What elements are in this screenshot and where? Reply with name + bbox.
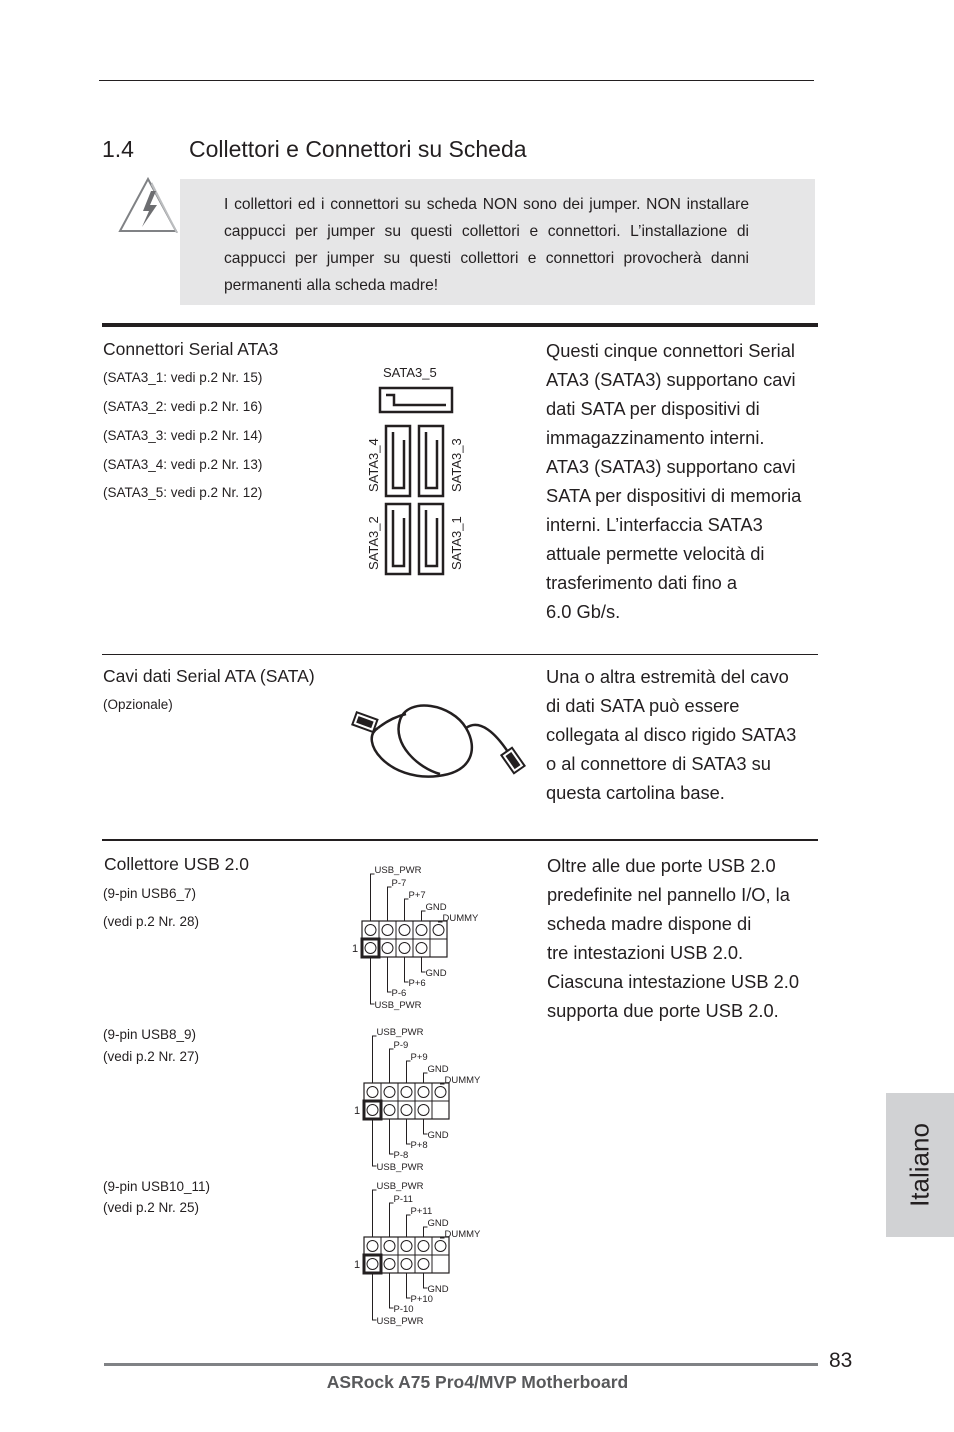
pin-label-top: P-7 xyxy=(391,878,407,889)
page-number: 83 xyxy=(829,1349,853,1372)
pin-label-bottom: GND xyxy=(427,1284,449,1295)
sata-cable-description: Una o altra estremità del cavo di dati SATA può essere collegata al disco rigido SATA3 o al connettore di SATA3 su questa cartolina base. xyxy=(546,666,797,803)
pin-bottom xyxy=(384,1259,395,1270)
sata-cable-note: (Opzionale) xyxy=(103,697,173,712)
pin-top xyxy=(382,925,393,936)
usb-header-1-ref: (vedi p.2 Nr. 28) xyxy=(103,914,200,929)
sata-ref-4: (SATA3_4: vedi p.2 Nr. 13) xyxy=(103,457,263,472)
sata3-4-label: SATA3_4 xyxy=(366,438,381,492)
pin-label-bottom: P-8 xyxy=(393,1150,409,1161)
footer-title: ASRock A75 Pro4/MVP Motherboard xyxy=(326,1372,629,1392)
pin-label-top: P+7 xyxy=(408,890,426,901)
pin-1-label: 1 xyxy=(352,943,359,955)
section-divider xyxy=(102,654,818,655)
pin-bottom xyxy=(382,943,393,954)
sata3-4-port xyxy=(386,426,410,496)
pin-label-top: GND xyxy=(427,1218,449,1229)
pin-label-bottom: USB_PWR xyxy=(376,1162,424,1173)
pin-label-bottom: GND xyxy=(427,1130,449,1141)
usb-header-3-pins: (9-pin USB10_11) xyxy=(103,1179,211,1194)
sata-ref-2: (SATA3_2: vedi p.2 Nr. 16) xyxy=(103,399,263,414)
sata3-2-label: SATA3_2 xyxy=(366,516,381,570)
pin-label-top: USB_PWR xyxy=(376,1028,424,1038)
pin-top xyxy=(367,1241,378,1252)
pin-top xyxy=(418,1241,429,1252)
section-divider-usb xyxy=(102,839,818,841)
pin-label-bottom: P+8 xyxy=(410,1140,428,1151)
pin-top xyxy=(435,1087,446,1098)
pin-top xyxy=(401,1241,412,1252)
sata-cable-heading: Cavi dati Serial ATA (SATA) xyxy=(103,666,315,686)
usb-header-3-ref: (vedi p.2 Nr. 25) xyxy=(103,1200,200,1215)
cable-plug-right xyxy=(501,748,524,773)
section-divider-thick xyxy=(102,323,818,327)
pin-top xyxy=(416,925,427,936)
sata3-3-label: SATA3_3 xyxy=(449,438,464,492)
pin-top xyxy=(384,1241,395,1252)
pin-label-top: GND xyxy=(425,902,447,913)
sata3-3-port xyxy=(419,426,443,496)
pin-bottom xyxy=(365,943,376,954)
pin-label-top: DUMMY xyxy=(444,1229,481,1240)
pin-top xyxy=(401,1087,412,1098)
pin-label-bottom: GND xyxy=(425,968,447,979)
usb-header-3-diagram xyxy=(350,1182,490,1332)
language-tab: Italiano xyxy=(886,1093,954,1237)
pin-1-label: 1 xyxy=(354,1259,361,1271)
pin-label-top: P-11 xyxy=(393,1194,413,1205)
pin-label-top: GND xyxy=(427,1064,449,1075)
section-number: 1.4 xyxy=(102,136,134,162)
header-rule xyxy=(99,80,814,81)
pin-top xyxy=(435,1241,446,1252)
pin-bottom xyxy=(384,1105,395,1116)
pin-top xyxy=(384,1087,395,1098)
pin-top xyxy=(418,1087,429,1098)
pin-bottom xyxy=(401,1259,412,1270)
pin-label-bottom: P-10 xyxy=(393,1304,414,1315)
sata3-2-port xyxy=(386,504,410,574)
pin-label-bottom: USB_PWR xyxy=(374,1000,422,1011)
pin-label-top: P+11 xyxy=(410,1206,433,1217)
sata-ref-3: (SATA3_3: vedi p.2 Nr. 14) xyxy=(103,428,263,443)
pin-bottom xyxy=(367,1259,378,1270)
pin-bottom xyxy=(401,1105,412,1116)
pin-label-top: DUMMY xyxy=(444,1075,481,1086)
sata-description: Questi cinque connettori Serial ATA3 (SATA3) supportano cavi dati SATA per dispositivi di immagazzinamento interni. ATA3 (SATA3) supportano cavi SATA per dispositivi di memoria interni. L’interfaccia SATA3 attuale permette velocità di trasferimento dati fino a 6.0 Gb/s. xyxy=(546,340,802,622)
usb-header-1-pins: (9-pin USB6_7) xyxy=(103,886,197,901)
sata3-5-port xyxy=(380,388,452,412)
pin-label-top: USB_PWR xyxy=(376,1182,424,1192)
pin-1-label: 1 xyxy=(354,1105,361,1117)
pin-label-top: P+9 xyxy=(410,1052,428,1063)
cable-plug-left xyxy=(352,712,377,732)
footer-rule xyxy=(104,1363,818,1366)
pin-top xyxy=(367,1087,378,1098)
pin-label-bottom: P-6 xyxy=(391,988,407,999)
warning-text: I collettori ed i connettori su scheda NON sono dei jumper. NON installare cappucci per jumper su questi collettori e connettori. L’installazione di cappucci per jumper su questi collettori e connettori provocherà danni permanenti alla scheda madre! xyxy=(224,196,749,294)
usb-header-2-diagram xyxy=(350,1028,490,1178)
sata3-1-label: SATA3_1 xyxy=(449,516,464,570)
sata-ref-5: (SATA3_5: vedi p.2 Nr. 12) xyxy=(103,485,263,500)
pin-top xyxy=(433,925,444,936)
sata3-5-label: SATA3_5 xyxy=(383,365,437,380)
sata-ref-1: (SATA3_1: vedi p.2 Nr. 15) xyxy=(103,370,263,385)
pin-label-top: USB_PWR xyxy=(374,866,422,876)
usb-header-2-pins: (9-pin USB8_9) xyxy=(103,1027,197,1042)
sata-heading: Connettori Serial ATA3 xyxy=(103,339,279,359)
pin-label-top: P-9 xyxy=(393,1040,409,1051)
usb-heading: Collettore USB 2.0 xyxy=(104,854,249,874)
pin-label-bottom: P+6 xyxy=(408,978,426,989)
usb-header-1-diagram xyxy=(348,866,488,1016)
usb-header-2-ref: (vedi p.2 Nr. 27) xyxy=(103,1049,200,1064)
section-title: Collettori e Connettori su Scheda xyxy=(189,136,527,162)
pin-bottom xyxy=(399,943,410,954)
pin-top xyxy=(365,925,376,936)
pin-bottom xyxy=(416,943,427,954)
pin-label-bottom: USB_PWR xyxy=(376,1316,424,1327)
sata-cable-image xyxy=(348,690,530,786)
pin-bottom xyxy=(418,1259,429,1270)
warning-box xyxy=(180,179,815,305)
pin-label-bottom: P+10 xyxy=(410,1294,433,1305)
pin-top xyxy=(399,925,410,936)
usb-description: Oltre alle due porte USB 2.0 predefinite nel pannello I/O, la scheda madre dispone di tre intestazioni USB 2.0. Ciascuna intestazione USB 2.0 supporta due porte USB 2.0. xyxy=(547,855,800,1021)
sata-connector-diagram xyxy=(360,360,480,582)
warning-lightning-icon xyxy=(118,177,180,235)
pin-label-top: DUMMY xyxy=(442,913,479,924)
pin-bottom xyxy=(367,1105,378,1116)
sata3-1-port xyxy=(419,504,443,574)
pin-bottom xyxy=(418,1105,429,1116)
